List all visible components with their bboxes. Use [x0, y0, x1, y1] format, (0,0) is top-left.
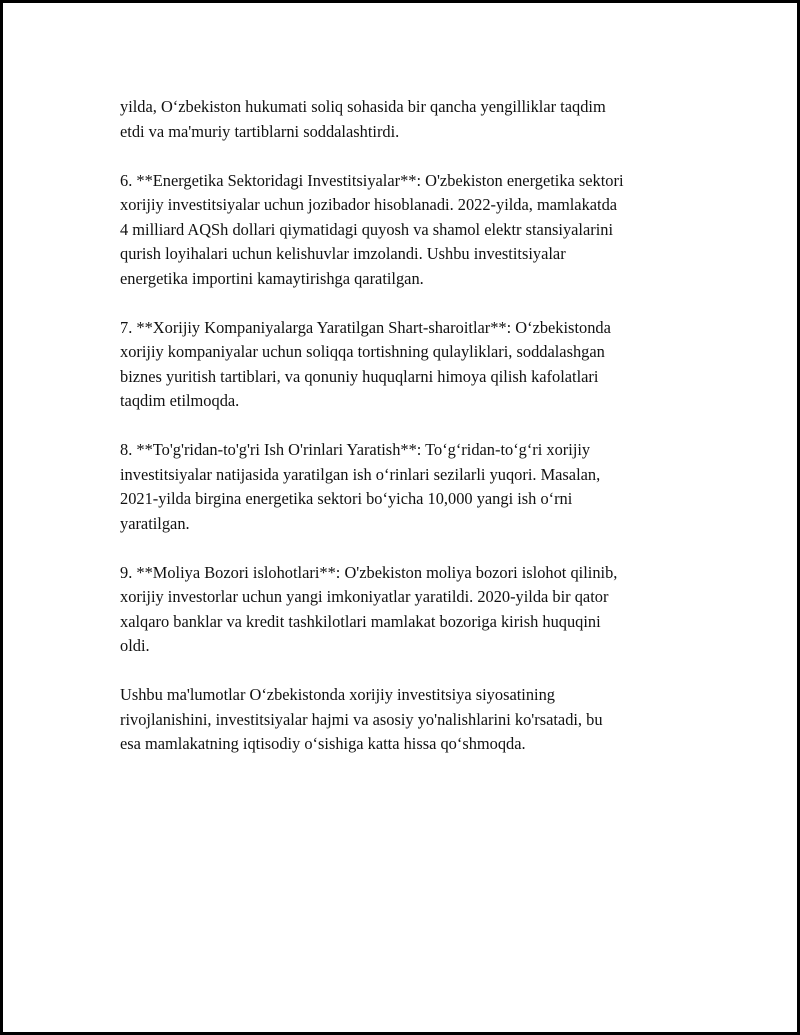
text-line: 6. **Energetika Sektoridagi Investitsiyalar**: O'zbekiston energetika sektori	[120, 170, 624, 190]
text-line: qurish loyihalari uchun kelishuvlar imzolandi. Ushbu investitsiyalar	[120, 244, 566, 263]
text-line: 7. **Xorijiy Kompaniyalarga Yaratilgan Shart-sharoitlar**: O‘zbekistonda	[120, 317, 611, 337]
text-line: energetika importini kamaytirishga qaratilgan.	[120, 268, 424, 288]
text-line: xorijiy kompaniyalar uchun soliqqa tortishning qulayliklari, soddalashgan	[120, 342, 605, 361]
paragraph-conclusion	[120, 683, 700, 757]
paragraph-intro-continuation	[120, 95, 700, 144]
text-line: rivojlanishini, investitsiyalar hajmi va asosiy yo'nalishlarini ko'rsatadi, bu	[120, 709, 603, 729]
text-line: yaratilgan.	[120, 513, 190, 533]
text-line: investitsiyalar natijasida yaratilgan ish o‘rinlari sezilarli yuqori. Masalan,	[120, 464, 601, 484]
text-line: 9. **Moliya Bozori islohotlari**: O'zbekiston moliya bozori islohot qilinib,	[120, 562, 618, 582]
text-line: oldi.	[120, 636, 150, 655]
text-line: 2021-yilda birgina energetika sektori bo‘yicha 10,000 yangi ish o‘rni	[120, 489, 573, 508]
text-line: taqdim etilmoqda.	[120, 391, 240, 410]
paragraph-item-8	[120, 438, 700, 536]
text-line: yilda, O‘zbekiston hukumati soliq sohasida bir qancha yengilliklar taqdim	[120, 97, 606, 116]
paragraph-item-9	[120, 561, 700, 659]
paragraph-item-7	[120, 316, 700, 414]
text-line: xorijiy investitsiyalar uchun jozibador hisoblanadi. 2022-yilda, mamlakatda	[120, 195, 618, 214]
text-line: xorijiy investorlar uchun yangi imkoniyatlar yaratildi. 2020-yilda bir qator	[120, 587, 609, 606]
text-line: biznes yuritish tartiblari, va qonuniy huquqlarni himoya qilish kafolatlari	[120, 366, 599, 386]
text-line: xalqaro banklar va kredit tashkilotlari mamlakat bozoriga kirish huquqini	[120, 611, 601, 631]
text-line: 8. **To'g'ridan-to'g'ri Ish O'rinlari Yaratish**: To‘g‘ridan-to‘g‘ri xorijiy	[120, 440, 591, 459]
text-line: Ushbu ma'lumotlar O‘zbekistonda xorijiy investitsiya siyosatining	[120, 685, 555, 704]
text-line: etdi va ma'muriy tartiblarni soddalashtirdi.	[120, 121, 400, 141]
text-line: esa mamlakatning iqtisodiy o‘sishiga katta hissa qo‘shmoqda.	[120, 734, 526, 753]
document-body	[120, 95, 700, 781]
text-line: 4 milliard AQSh dollari qiymatidagi quyosh va shamol elektr stansiyalarini	[120, 219, 614, 239]
paragraph-item-6	[120, 169, 700, 292]
